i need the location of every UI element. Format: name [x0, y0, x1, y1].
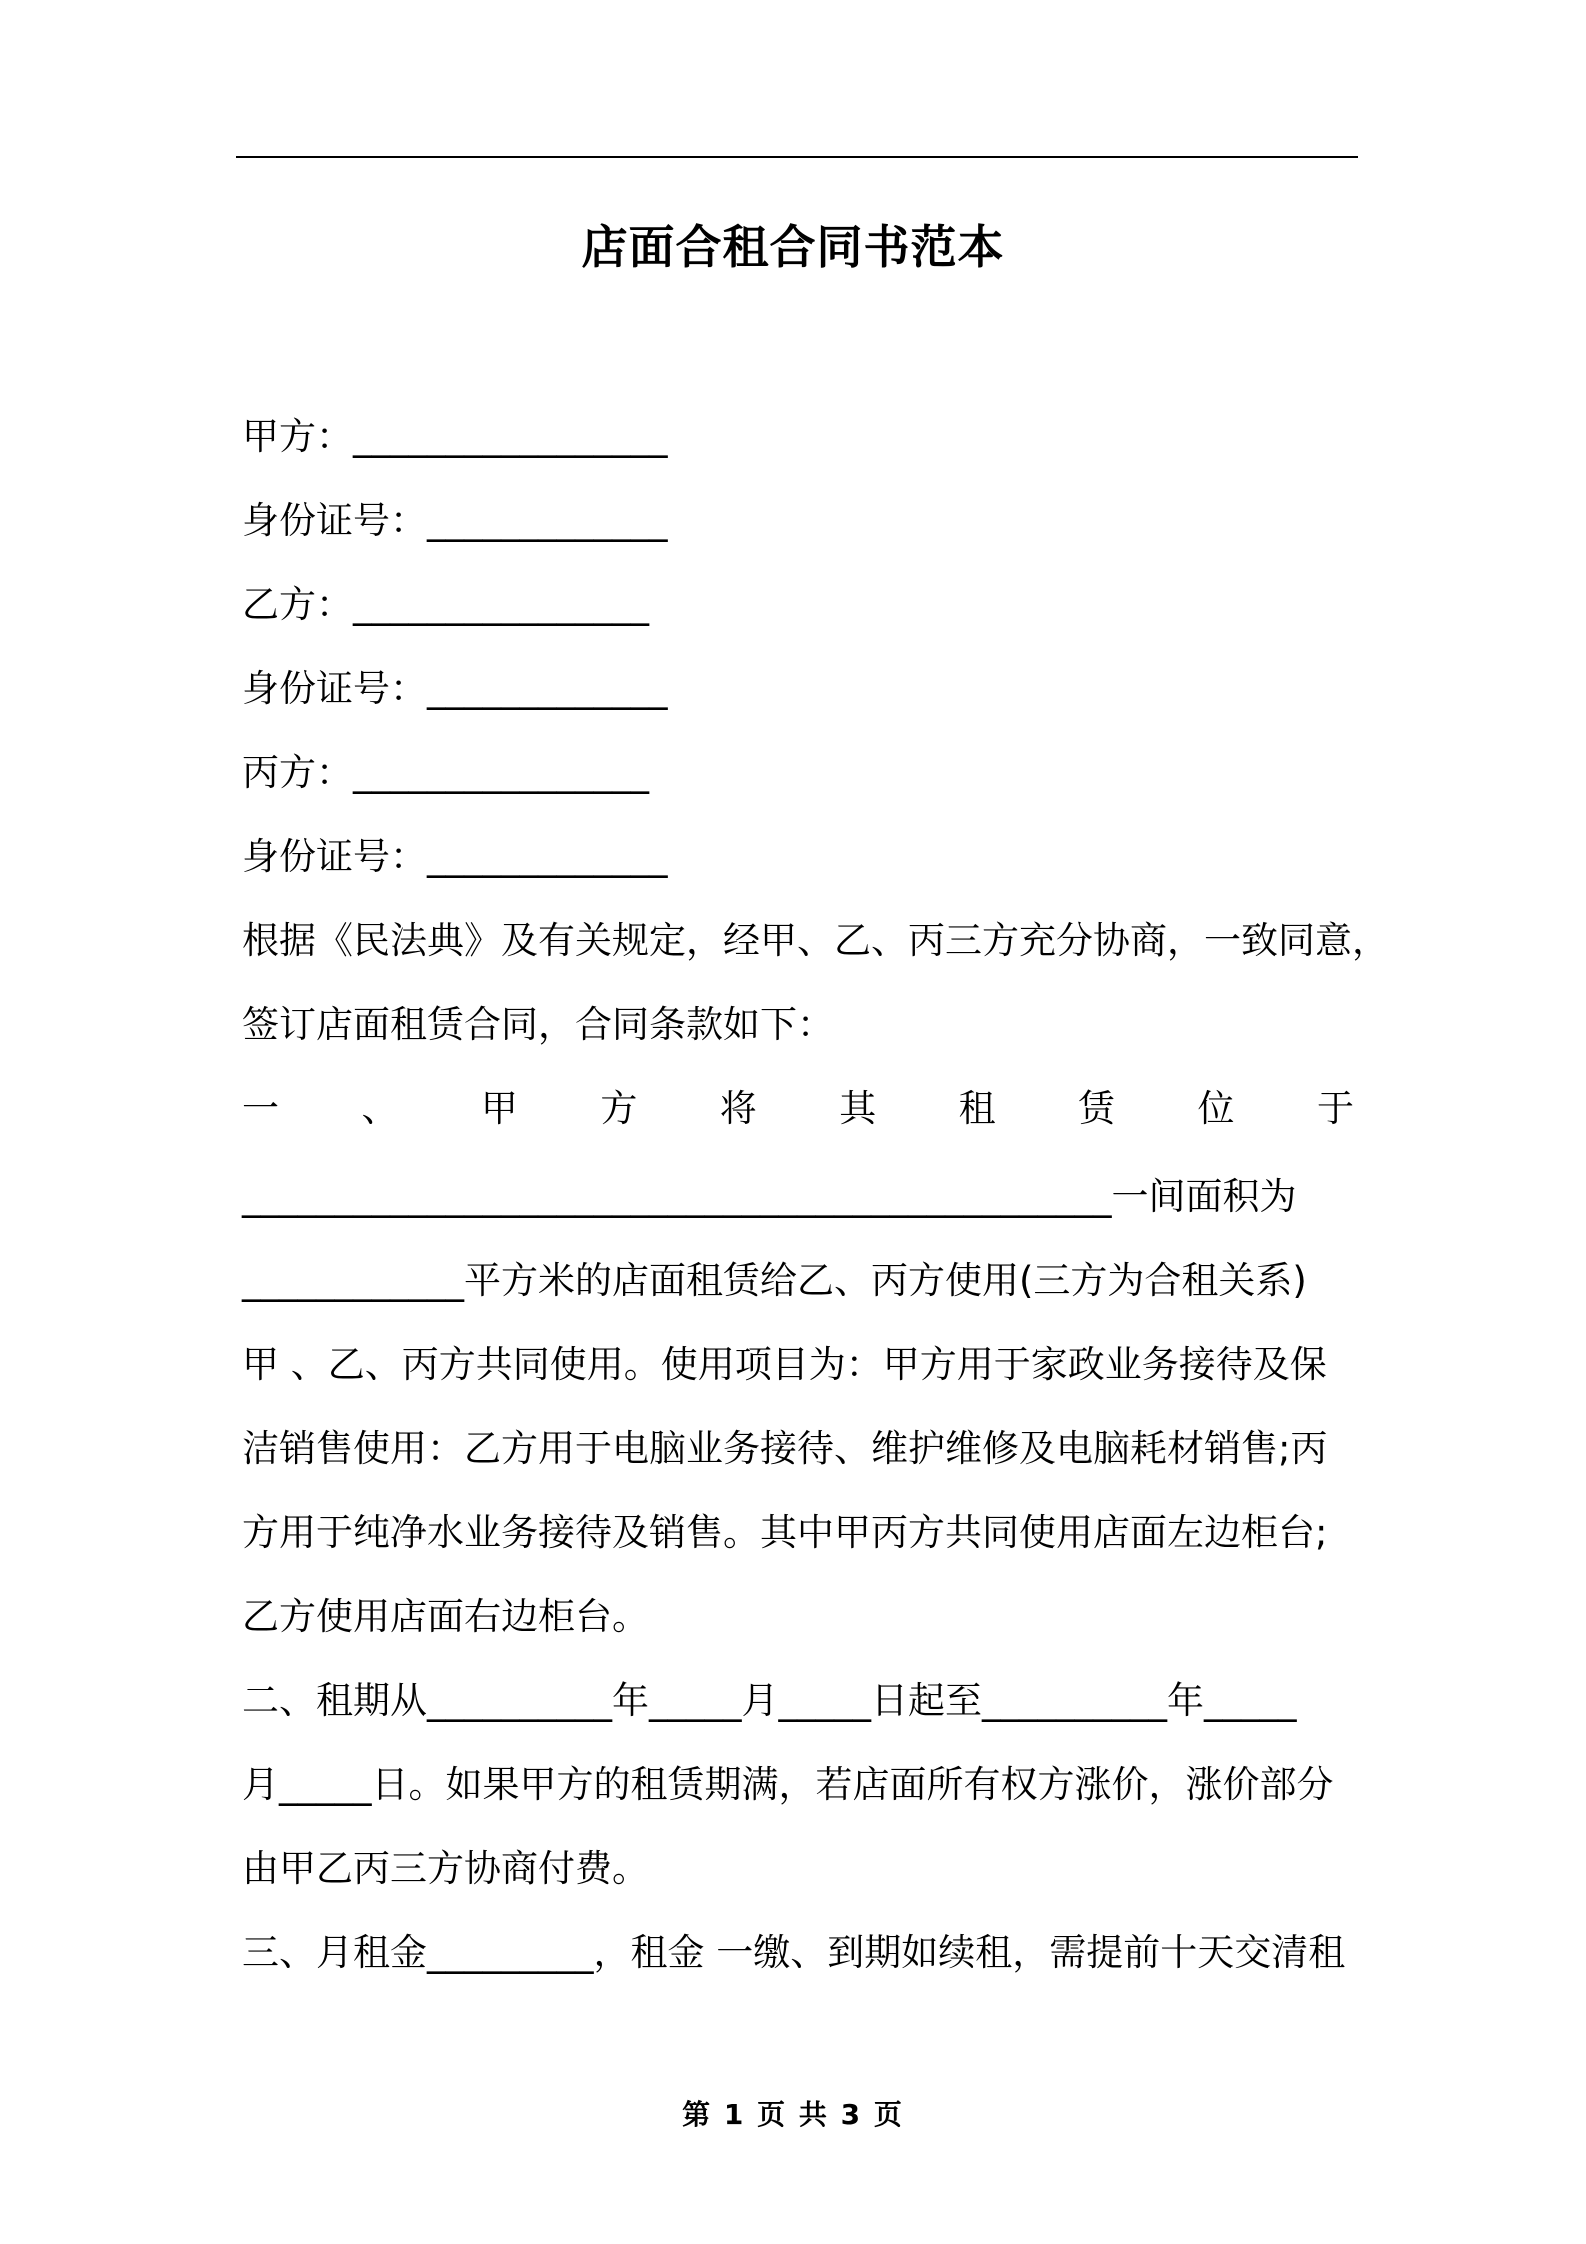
party-a-line: 甲方：_________________ — [242, 415, 668, 458]
header-rule — [236, 156, 1358, 158]
spaced-char: 一 — [242, 1087, 279, 1130]
clause-1-line-3: ____________平方米的店面租赁给乙、丙方使用(三方为合租关系) — [242, 1259, 1307, 1302]
clause-2-line-2: 月_____日。如果甲方的租赁期满，若店面所有权方涨价，涨价部分 — [242, 1763, 1334, 1806]
spaced-char: 于 — [1316, 1087, 1354, 1130]
spaced-char: 其 — [839, 1087, 877, 1130]
clause-1-line-6: 方用于纯净水业务接待及销售。其中甲丙方共同使用店面左边柜台; — [242, 1511, 1328, 1554]
party-b-line: 乙方：________________ — [242, 583, 649, 626]
party-c-id-line: 身份证号：_____________ — [242, 835, 668, 878]
document-title: 店面合租合同书范本 — [581, 220, 1005, 274]
clause-1-line-4: 甲 、乙、丙方共同使用。使用项目为：甲方用于家政业务接待及保 — [242, 1343, 1327, 1386]
spaced-char: 租 — [958, 1087, 996, 1130]
spaced-char: 方 — [600, 1087, 638, 1130]
clause-1-line-2: _______________________________________________一间面积为 — [242, 1175, 1297, 1218]
clause-2-line-3: 由甲乙丙三方协商付费。 — [242, 1847, 649, 1890]
party-a-id-line: 身份证号：_____________ — [242, 499, 668, 542]
preamble-line-1: 根据《民法典》及有关规定，经甲、乙、丙三方充分协商，一致同意， — [242, 919, 1389, 962]
spaced-char: 、 — [361, 1087, 399, 1130]
clause-1-spaced-line — [242, 1079, 1354, 1139]
preamble-line-2: 签订店面租赁合同，合同条款如下： — [242, 1003, 834, 1046]
spaced-char: 甲 — [480, 1087, 518, 1130]
spaced-char: 将 — [719, 1087, 757, 1130]
clause-2-line-1: 二、租期从__________年_____月_____日起至__________年_____ — [242, 1679, 1297, 1722]
clause-1-line-7: 乙方使用店面右边柜台。 — [242, 1595, 649, 1638]
clause-1-line-5: 洁销售使用：乙方用于电脑业务接待、维护维修及电脑耗材销售;丙 — [242, 1427, 1328, 1470]
party-c-line: 丙方：________________ — [242, 751, 649, 794]
spaced-char: 位 — [1197, 1087, 1235, 1130]
spaced-char: 赁 — [1078, 1087, 1116, 1130]
clause-3-line-1: 三、月租金_________，租金 一缴、到期如续租，需提前十天交清租 — [242, 1931, 1346, 1974]
page-indicator: 第 1 页 共 3 页 — [682, 2098, 904, 2131]
party-b-id-line: 身份证号：_____________ — [242, 667, 668, 710]
